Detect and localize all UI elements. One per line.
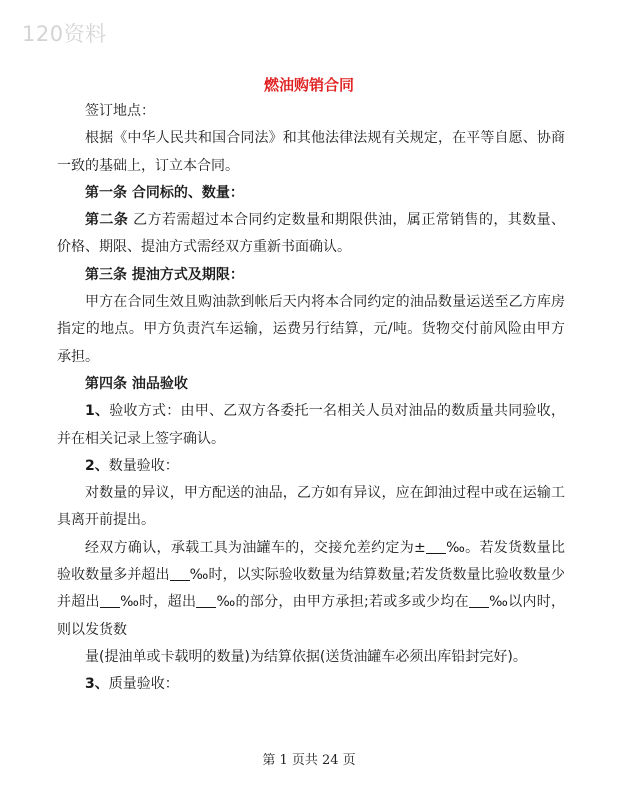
article-2-label: 第二条	[85, 212, 129, 229]
section-3: 3、质量验收：	[85, 676, 179, 693]
section-1: 1、验收方式：由甲、乙双方各委托一名相关人员对油品的数质量共同验收，并在相关记录上签字确认。	[57, 403, 565, 447]
article-3-text: 甲方在合同生效且购油款到帐后天内将本合同约定的油品数量运送至乙方库房指定的地点。甲方负责汽车运输，运费另行结算，元/吨。货物交付前风险由甲方承担。	[57, 294, 565, 365]
blank-field	[469, 594, 489, 608]
article-2: 第二条 乙方若需超过本合同约定数量和期限供油，属正常销售的，其数量、价格、期限、提油方式需经双方重新书面确认。	[57, 212, 566, 256]
watermark: 120资料	[22, 22, 107, 46]
blank-field	[196, 594, 216, 608]
signing-place: 签订地点：	[85, 103, 155, 119]
article-3-heading: 第三条 提油方式及期限：	[85, 266, 244, 283]
blank-field	[426, 540, 446, 554]
document-title: 燃油购销合同	[263, 76, 354, 94]
tolerance-clause: 经双方确认，承载工具为油罐车的，交接允差约定为± ‰。若发货数量比验收数量多并超出 ‰时，以实际验收数量为结算数量;若发货数量比验收数量少并超出 ‰时，超出 ‰的部分，由甲方承担;若或多或少均在 ‰以内时，则以发货数	[57, 539, 565, 638]
preamble: 根据《中华人民共和国合同法》和其他法律法规有关规定，在平等自愿、协商一致的基础上，订立本合同。	[57, 130, 565, 174]
document-body	[57, 98, 565, 699]
settlement-basis: 量(提油单或卡载明的数量)为结算依据(送货油罐车必须出库铅封完好)。	[85, 648, 527, 665]
blank-field	[170, 567, 190, 581]
section-2: 2、数量验收：	[85, 457, 179, 474]
article-4-heading: 第四条 油品验收	[85, 375, 188, 392]
blank-field	[100, 594, 120, 608]
quantity-objection: 对数量的异议，甲方配送的油品，乙方如有异议，应在卸油过程中或在运输工具离开前提出。	[57, 485, 565, 529]
page-footer: 第 1 页共 24 页	[262, 753, 356, 768]
article-1-heading: 第一条 合同标的、数量：	[85, 184, 244, 201]
